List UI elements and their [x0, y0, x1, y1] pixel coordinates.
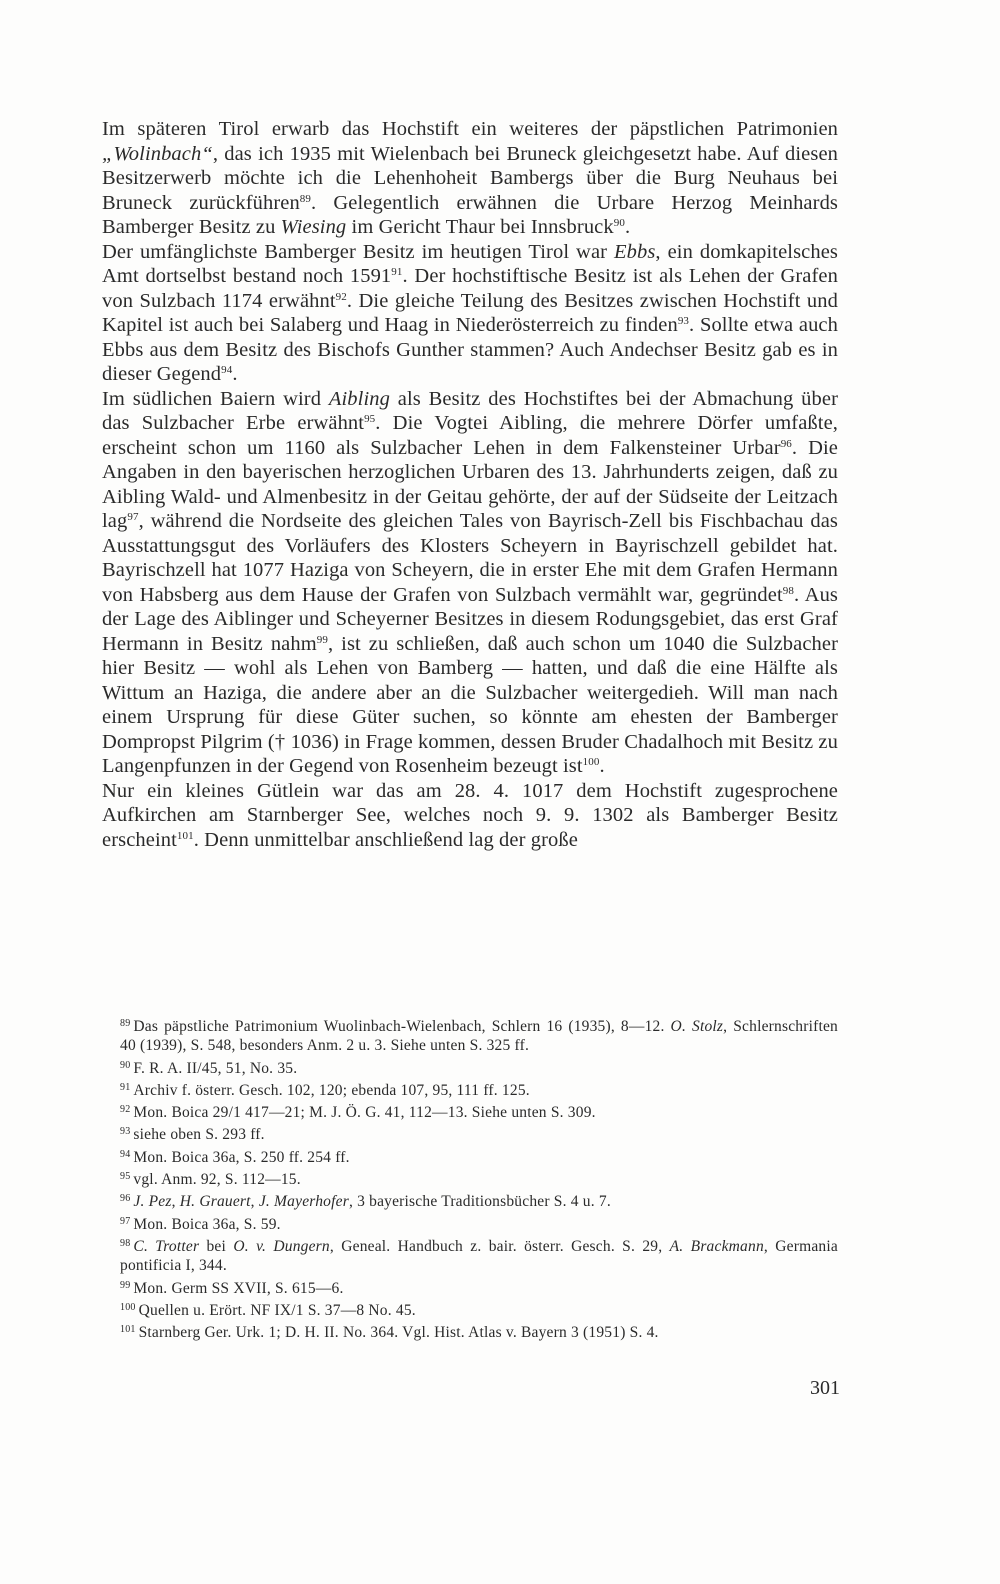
main-text	[102, 117, 838, 852]
footnote-91: $^{91}$ Archiv f. österr. Gesch. 102, 120; ebenda 107, 95, 111 ff. 125.	[120, 1081, 530, 1099]
dagger-symbol: †	[274, 730, 286, 753]
paragraph-tirol-wolinbach: Im späteren Tirol erwarb das Hochstift ein weiteres der päpstlichen Patrimonien „Wolinbach“, das ich 1935 mit Wielenbach bei Bruneck gleichgesetzt habe. Auf diesen Besitzerwerb möchte ich die Lehenhoheit Bambergs über die Burg Neuhaus bei Bruneck zurückführen$^{89}$. Gelegentlich erwähnen die Urbare Herzog Meinhards Bamberger Besitz zu Wiesing im Gericht Thaur bei Innsbruck$^{90}$.	[102, 118, 838, 238]
footnote-ref-95[interactable]: 95	[364, 413, 376, 425]
footnote-number: 92	[120, 1104, 131, 1116]
author-name: J. Pez	[133, 1193, 172, 1211]
footnote-number: 89	[120, 1018, 131, 1029]
footnote-number: 94	[120, 1148, 131, 1160]
footnote-97: $^{97}$ Mon. Boica 36a, S. 59.	[120, 1215, 281, 1233]
footnote-ref-91[interactable]: 91	[391, 266, 403, 278]
footnote-number: 98	[120, 1237, 131, 1249]
footnote-ref-99[interactable]: 99	[316, 633, 328, 646]
footnote-ref-100[interactable]: 100	[582, 756, 600, 768]
footnote-ref-90[interactable]: 90	[613, 217, 625, 229]
footnote-89: $^{89}$ Das päpstliche Patrimonium Wuolinbach-Wielenbach, Schlern 16 (1935), 8—12. O. Stolz, Schlernschriften 40 (1939), S. 548, besonders Anm. 2 u. 3. Siehe unten S. 325 ff.	[120, 1018, 838, 1055]
page-number: 301	[810, 1377, 840, 1399]
footnote-number: 97	[120, 1215, 131, 1227]
place-name-wiesing: Wiesing	[280, 216, 347, 238]
author-name: J. Mayerhofer	[258, 1193, 349, 1211]
footnotes-section	[102, 1014, 838, 1342]
place-name-wolinbach: „Wolinbach“	[102, 142, 213, 165]
footnote-ref-92[interactable]: 92	[335, 290, 347, 303]
footnote-100: $^{100}$ Quellen u. Erört. NF IX/1 S. 37—8 No. 45.	[120, 1301, 416, 1319]
paragraph-aufkirchen: Nur ein kleines Gütlein war das am 28. 4. 1017 dem Hochstift zugesprochene Aufkirchen am Starnberger See, welches noch 9. 9. 1302 als Bamberger Besitz erscheint$^{101}$. Denn unmittelbar anschließend lag der große	[102, 779, 838, 851]
footnote-number: 100	[120, 1301, 136, 1313]
footnote-92: $^{92}$ Mon. Boica 29/1 417—21; M. J. Ö. G. 41, 112—13. Siehe unten S. 309.	[120, 1104, 596, 1122]
footnote-number: 101	[120, 1324, 136, 1336]
footnote-number: 90	[120, 1059, 131, 1071]
footnote-95: $^{95}$ vgl. Anm. 92, S. 112—15.	[120, 1171, 301, 1189]
footnote-ref-98[interactable]: 98	[782, 584, 794, 597]
author-name: H. Grauert	[179, 1193, 251, 1211]
footnote-94: $^{94}$ Mon. Boica 36a, S. 250 ff. 254 ff.	[120, 1148, 350, 1166]
footnote-number: 95	[120, 1171, 131, 1183]
place-name-aibling: Aibling	[328, 387, 390, 410]
footnote-101: $^{101}$ Starnberg Ger. Urk. 1; D. H. II. No. 364. Vgl. Hist. Atlas v. Bayern 3 (1951) S. 4.	[120, 1324, 659, 1342]
paragraph-ebbs: Der umfänglichste Bamberger Besitz im heutigen Tirol war Ebbs, ein domkapitelsches Amt dortselbst bestand noch 1591$^{91}$. Der hochstiftische Besitz ist als Lehen der Grafen von Sulzbach 1174 erwähnt$^{92}$. Die gleiche Teilung des Besitzes zwischen Hochstift und Kapitel ist auch bei Salaberg und Haag in Niederösterreich zu finden$^{93}$. Sollte etwa auch Ebbs aus dem Besitz des Bischofs Gunther stammen? Auch Andechser Besitz gab es in dieser Gegend$^{94}$.	[102, 240, 838, 385]
paragraph-aibling: Im südlichen Baiern wird Aibling als Besitz des Hochstiftes bei der Abmachung über das Sulzbacher Erbe erwähnt$^{95}$. Die Vogtei Aibling, die mehrere Dörfer umfaßte, erscheint schon um 1160 als Sulzbacher Lehen in dem Falkensteiner Urbar$^{96}$. Die Angaben in den bayerischen herzoglichen Urbaren des 13. Jahrhunderts zeigen, daß zu Aibling Wald- und Almenbesitz in der Geitau gehörte, der auf der Südseite der Leitzach lag$^{97}$, während die Nordseite des gleichen Tales von Bayrisch-Zell bis Fischbachau das Ausstattungsgut des Vorläufers des Klosters Scheyern in Bayrischzell gebildet hat. Bayrischzell hat 1077 Haziga von Scheyern, die in erster Ehe mit dem Grafen Hermann von Habsberg aus dem Hause der Grafen von Sulzbach vermählt war, gegründet$^{98}$. Aus der Lage des Aiblinger und Scheyerner Besitzes in diesem Rodungsgebiet, das erst Graf Hermann in Besitz nahm$^{99}$, ist zu schließen, daß auch schon um 1040 die Sulzbacher hier Besitz — wohl als Lehen von Bamberg — hatten, und daß die eine Hälfte als Wittum an Haziga, die andere aber an die Sulzbacher weitergedieh. Will man nach einem Ursprung für diese Güter suchen, so könnte am ehesten der Bamberger Dompropst Pilgrim († 1036) in Frage kommen, dessen Bruder Chadalhoch mit Besitz zu Langenpfunzen in der Gegend von Rosenheim bezeugt ist$^{100}$.	[102, 387, 839, 777]
footnote-ref-94[interactable]: 94	[221, 364, 233, 376]
footnote-93: $^{93}$ siehe oben S. 293 ff.	[120, 1126, 265, 1144]
author-name: A. Brackmann	[669, 1237, 764, 1255]
footnote-number: 91	[120, 1081, 131, 1093]
footnote-number: 96	[120, 1193, 131, 1205]
author-name: O. v. Dungern	[233, 1237, 330, 1255]
footnote-ref-101[interactable]: 101	[176, 829, 194, 842]
footnote-ref-93[interactable]: 93	[677, 315, 690, 327]
place-name-ebbs: Ebbs	[614, 240, 656, 263]
footnote-90: $^{90}$ F. R. A. II/45, 51, No. 35.	[120, 1059, 298, 1077]
footnote-ref-97[interactable]: 97	[127, 511, 139, 523]
footnote-99: $^{99}$ Mon. Germ SS XVII, S. 615—6.	[120, 1279, 344, 1297]
footnote-96: $^{96}$ J. Pez, H. Grauert, J. Mayerhofer, 3 bayerische Traditionsbücher S. 4 u. 7.	[120, 1193, 611, 1211]
author-name: C. Trotter	[133, 1237, 200, 1255]
footnote-98: $^{98}$ C. Trotter bei O. v. Dungern, Geneal. Handbuch z. bair. österr. Gesch. S. 29, A. Brackmann, Germania pontificia I, 344.	[120, 1237, 838, 1275]
footnote-ref-89[interactable]: 89	[299, 192, 311, 205]
footnote-ref-96[interactable]: 96	[780, 437, 792, 450]
footnote-number: 93	[120, 1126, 131, 1138]
footnote-number: 99	[120, 1279, 131, 1291]
author-name: O. Stolz	[670, 1018, 724, 1035]
